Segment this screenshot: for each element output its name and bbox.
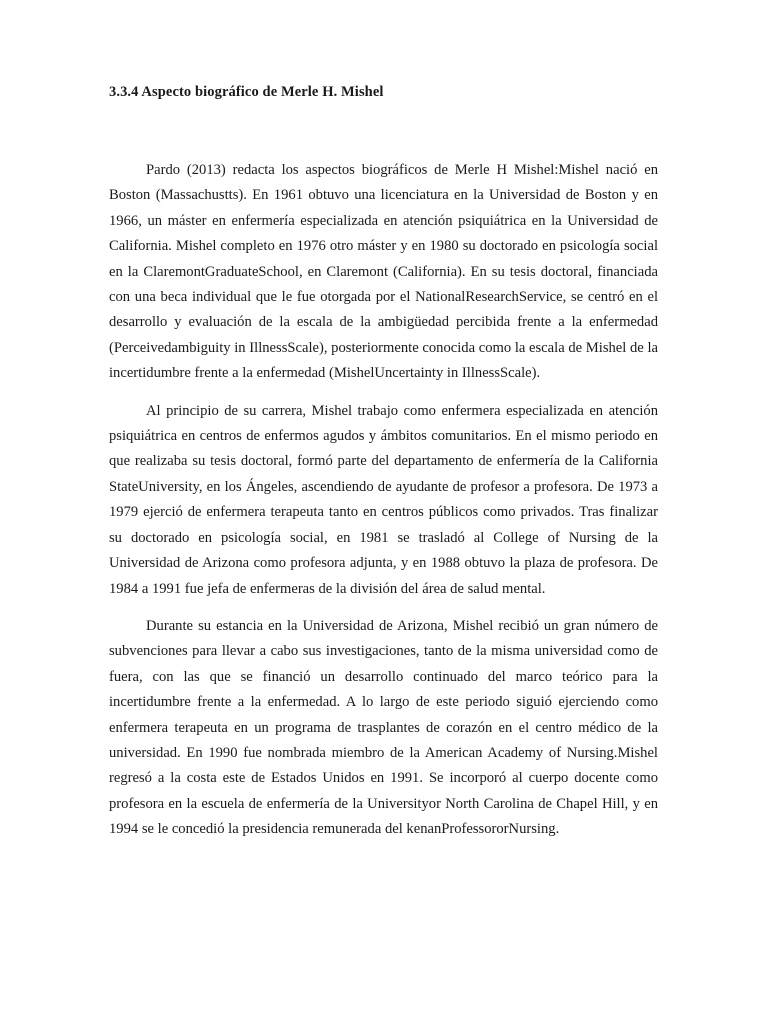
paragraph-2: Al principio de su carrera, Mishel trabajo como enfermera especializada en atención psiquiátrica en centros de enfermos agudos y ámbitos comunitarios. En el mismo periodo en que realizaba su tesis doctoral, formó parte del departamento de enfermería de la California StateUniversity, en los Ángeles, ascendiendo de ayudante de profesor a profesora. De 1973 a 1979 ejerció de enfermera terapeuta tanto en centros públicos como privados. Tras finalizar su doctorado en psicología social, en 1981 se trasladó al College of Nursing de la Universidad de Arizona como profesora adjunta, y en 1988 obtuvo la plaza de profesora. De 1984 a 1991 fue jefa de enfermeras de la división del área de salud mental. (109, 402, 658, 597)
document-body (109, 158, 658, 855)
paragraph-3: Durante su estancia en la Universidad de Arizona, Mishel recibió un gran número de subvenciones para llevar a cabo sus investigaciones, tanto de la misma universidad como de fuera, con las que se financió un desarrollo continuado del marco teórico para la incertidumbre frente a la enfermedad. A lo largo de este periodo siguió ejerciendo como enfermera terapeuta en un programa de trasplantes de corazón en el centro médico de la universidad. En 1990 fue nombrada miembro de la American Academy of Nursing.Mishel regresó a la costa este de Estados Unidos en 1991. Se incorporó al cuerpo docente como profesora en la escuela de enfermería de la Universityor North Carolina de Chapel Hill, y en 1994 se le concedió la presidencia remunerada del kenanProfessororNursing. (109, 617, 658, 838)
paragraph-1: Pardo (2013) redacta los aspectos biográficos de Merle H Mishel:Mishel nació en Boston (Massachustts). En 1961 obtuvo una licenciatura en la Universidad de Boston y en 1966, un máster en enfermería especializada en atención psiquiátrica en la Universidad de California. Mishel completo en 1976 otro máster y en 1980 su doctorado en psicología social en la ClaremontGraduateSchool, en Claremont (California). En su tesis doctoral, financiada con una beca individual que le fue otorgada por el NationalResearchService, se centró en el desarrollo y evaluación de la escala de la ambigüedad percibida frente a la enfermedad (Perceivedambiguity in IllnessScale), posteriormente conocida como la escala de Mishel de la incertidumbre frente a la enfermedad (MishelUncertainty in IllnessScale). (109, 162, 658, 382)
section-heading: 3.3.4 Aspecto biográfico de Merle H. Mishel (109, 84, 384, 100)
